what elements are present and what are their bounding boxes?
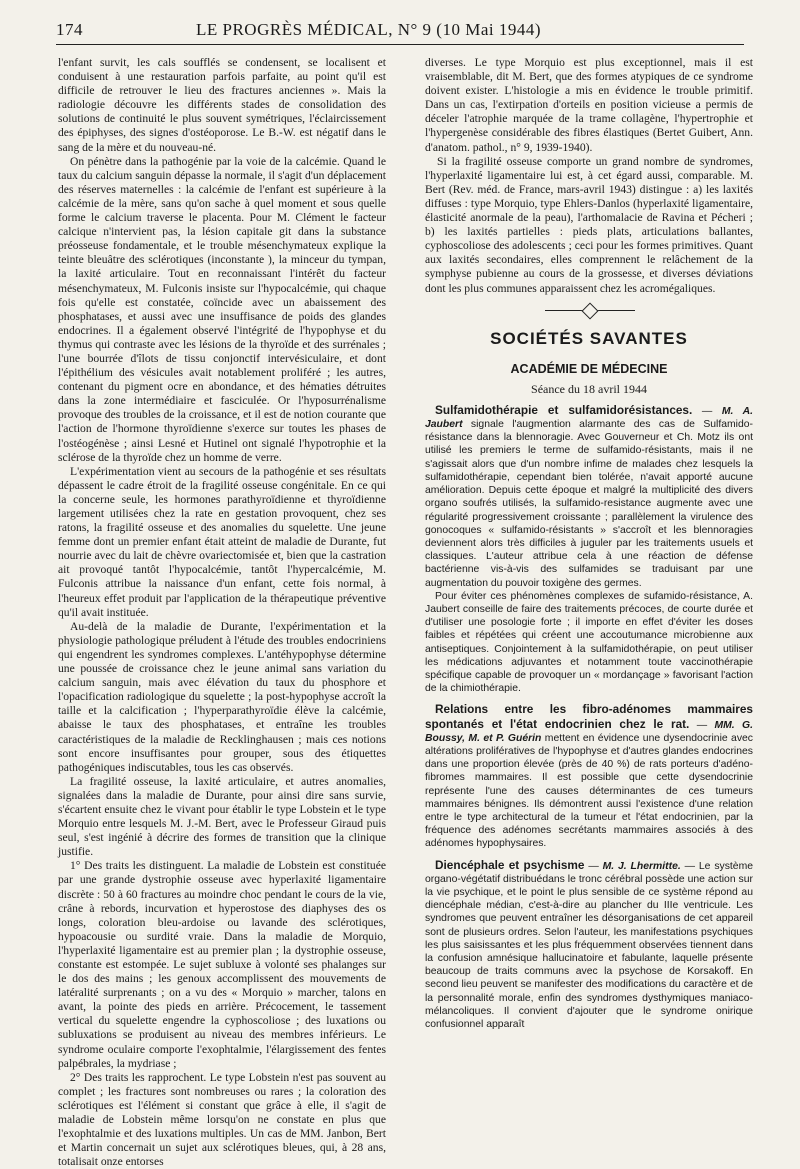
article-body: signale l'augmention alarmante des cas de Sulfamido-résistance dans la blennoragie. Avec Gouverneur et Ch. Motz ils ont utilisé les premiers le terme de sulfamido-résistants, mais il ne s'agissait alors que d'un nombre infime de malades chez lesquels la sulfamidothérapie, cependant bien tolérée, n'avait apporté aucune amélioration. Depuis cette époque et malgré la multiplicité des divers organo soufrés utilisés, la sulfamido-resistance augmente avec une régularité progressivement croissante ; parallèlement la virulence des gonocoques « sulfamido-résistants » s'accroît et les blennoragies deviennent alors très difficiles à juguler par les traitements usuels et classiques. L'auteur attribue cela à une réaction de défense bactérienne vis-à-vis des sulfamides se traduisant par une augmentation du pouvoir toxigène des germes. <box>425 419 753 589</box>
paragraph: diverses. Le type Morquio est plus exceptionnel, mais il est vraisemblable, dit M. Bert, que des formes atypiques de ce syndrome doivent exister. L'histologie a mis en évidence le trouble primitif. Dans un cas, l'extirpation d'orteils en position vicieuse a permis de déceler l'atrophie marquée de la trame collagène, l'hypertrophie et l'hypergenèse considérable des fibres élastiques (Bertet Guibert, Ann. d'anatom. pathol., n° 9, 1939-1940). <box>425 56 753 154</box>
article-authors: M. A. Jaubert <box>425 405 753 431</box>
paragraph: l'enfant survit, les cals soufflés se condensent, se localisent et conduisent à une restauration parfois parfaite, au point qu'il est difficile de retrouver le lieu des fractures anciennes ». Mais la radiologie découvre les différents stades de consolidation des solutions de continuité le plus souvent symétriques, l'éclaircissement des épiphyses, des signes d'ostéoporose. Le B.-W. est négatif dans le sang de la mère et du nouveau-né. <box>58 56 386 154</box>
article-body-extra: Pour éviter ces phénomènes complexes de sufamido-résistance, A. Jaubert conseille de faire des traitements précoces, de courte durée et d'utiliser une posologie forte ; il importe en effet d'éviter les doses faibles et répétées qui créent une accoutumance microbienne aux antiseptiques. Conjointement à la sulfamidothérapie, on peut utiliser les médications adjuvantes et notamment toute vaccinothérapie spécifique capable de provoquer un « mordançage » favorisant l'action de la chimiothérapie. <box>425 590 753 695</box>
article-title: Relations entre les fibro-adénomes mammaires spontanés et l'état endocrinien chez le rat. <box>425 702 753 731</box>
paragraph: On pénètre dans la pathogénie par la voie de la calcémie. Quand le taux du calcium sanguin dépasse la normale, il s'agit d'un déplacement des réserves maternelles : la calcémie de l'enfant est supérieure à la calcémie de la mère, sans qu'on sache à quel moment et sous quelle forme le calcium traverse le placenta. Pour M. Clément le facteur calcique n'intervient pas, la lésion capitale git dans la substance préosseuse fondamentale, et le trouble mésenchymateux explique la teinte bleuâtre des sclérotiques (inconstante ), la minceur du tympan, la laxité articulaire. Tout en reconnaissant l'intérêt du facteur mésenchymateux, M. Fulconis insiste sur l'hypocalcémie, qui chaque fois qu'elle est constatée, coïncide avec un abaissement des phosphatases, et aussi avec une insuffisance de poids des glandes endocrines. Il a également observé l'intégrité de l'hypophyse et du thymus qui contraste avec les lésions de la thyroïde et des surrénales ; l'une bourrée d'îlots de tissu conjonctif intervésiculaire, et dont l'épithélium des vésicules avait notablement proliféré ; les autres, contenant du pigment ocre en abondance, et des hématies détruites dans la zone intermédiaire et fasciculée. Or l'hyposurrénalisme provoque des troubles de la croissance, et il est de notion courante que l'action de l'hormone thyroïdienne s'exerce sur toutes les phases de l'ostéogénèse ; ainsi Lesné et Hutinel ont signalé l'hypotrophie et la sclérose de la thyroïde chez un homme de verre. <box>58 154 386 464</box>
article-authors: MM. G. Boussy, M. et P. Guérin <box>425 719 753 744</box>
article-body: mettent en évidence une dysendocrinie avec altérations prolifératives de l'hypophyse et d'autres glandes endocrines dans une proportion élevée (près de 40 %) de rats porteurs d'adéno-fibromes mammaires. Il est possible que cette dysendocrinie représente l'une des causes déterminantes de ces tumeurs mammaires bénignes. Ils démontrent aussi l'existence d'une relation entre le type architectural de la tumeur et l'état endocrinien, par la fréquence des adénomes secrétants mammaires associés à des adénomes hypophysaires. <box>425 732 754 850</box>
page-header <box>56 18 744 45</box>
page-number: 174 <box>56 20 83 39</box>
paragraph: Au-delà de la maladie de Durante, l'expérimentation et la physiologie pathologique préludent à l'étude des troubles endocriniens qui engendrent les syndromes complexes. L'antéhypophyse détermine une poussée de croissance chez le jeune animal sans variation du calcium sanguin, mais avec élévation du taux du phosphore et l'opacification radiologique du squelette ; la post-hypophyse accroît la taille et la calcification ; l'hyperparathyroïdie élève la calcémie, abaisse le taux des phosphatases, et entraîne les troubles caractéristiques de la maladie de Recklinghausen ; mais ces notions sont encore insuffisantes pour grouper, sous des étiquettes pathogéniques indiscutables, tous les cas observés. <box>58 619 386 774</box>
right-column <box>425 56 753 1064</box>
article: Relations entre les fibro-adénomes mammaires spontanés et l'état endocrinien chez le rat. — MM. G. Boussy, M. et P. Guérin mettent en évidence une dysendocrinie avec altérations prolifératives de l'hypophyse et d'autres glandes endocrines dans une proportion élevée (près de 40 %) de rats porteurs d'adéno-fibromes mammaires. Il est possible que cette dysendocrinie représente l'une des causes déterminantes de ces tumeurs mammaires bénignes. Ils démontrent aussi l'existence d'une relation entre le type architectural de la tumeur et l'état endocrinien, par la fréquence des adénomes secrétants mammaires associés à des adénomes hypophysaires. <box>425 702 754 850</box>
article: Sulfamidothérapie et sulfamidorésistances. — M. A. Jaubert signale l'augmention alarmante des cas de Sulfamido-résistance dans la blennoragie. Avec Gouverneur et Ch. Motz ils ont utilisé les premiers le terme de sulfamido-résistants, mais il ne s'agissait alors que d'un nombre infime de malades chez lesquels la sulfamidothérapie, cependant bien tolérée, n'avait apporté aucune amélioration. Depuis cette époque et malgré la multiplicité des divers organo soufrés utilisés, la sulfamido-resistance augmente avec une régularité progressivement croissante ; parallèlement la virulence des gonocoques « sulfamido-résistants » s'accroît et les blennoragies deviennent alors très difficiles à juguler par les traitements usuels et classiques. L'auteur attribue cela à une réaction de défense bactérienne vis-à-vis des sulfamides se traduisant par une augmentation du pouvoir toxigène des germes. Pour éviter ces phénomènes complexes de sufamido-résistance, A. Jaubert conseille de faire des traitements précoces, de courte durée et d'utiliser une posologie forte ; il importe en effet d'éviter les doses faibles et répétées qui créent une accoutumance microbienne aux antiseptiques. Conjointement à la sulfamidothérapie, on peut utiliser les médications adjuvantes et notamment toute vaccinothérapie spécifique capable de provoquer un « mordançage » favorisant l'action de la chimiothérapie. <box>425 402 753 695</box>
session-date: Séance du 18 avril 1944 <box>531 381 647 396</box>
section-separator <box>425 302 753 320</box>
article: Diencéphale et psychisme — M. J. Lhermitte. — Le système organo-végétatif distribuédans le tronc cérébral possède une action sur la vie psychique, et le point le plus sensible de ce système répond au diencéphale médian, c'est-à-dire au plancher du IIIe ventricule. Les syndromes que peuvent entraîner les désorganisations de cet appareil sont de plusieurs ordres. Selon l'auteur, les manifestations psychiques les plus saisissantes et les plus fréquemment observées tiennent dans la confusion amnésique hallucinatoire et fabulante, laquelle présente beaucoup de traits communs avec la psychose de Korsakoff. En second lieu peuvent se manifester des modifications du caractère et de la personnalité morale, enfin des syndromes dysthymiques maniaco-mélancoliques. Il convient d'ajouter que le syndrome onirique confusionnel apparaît <box>425 857 754 1031</box>
separator-diamond-icon <box>582 302 599 319</box>
journal-title: LE PROGRÈS MÉDICAL, N° 9 (10 Mai 1944) <box>196 20 542 39</box>
section-title: SOCIÉTÉS SAVANTES <box>490 328 688 348</box>
paragraph: Si la fragilité osseuse comporte un grand nombre de syndromes, l'hyperlaxité ligamentaire lui est, à cet égard aussi, comparable. M. Bert (Rev. méd. de France, mars-avril 1943) distingue : a) les laxités diffuses : type Morquio, type Ehlers-Danlos (hyperlaxité ligamentaire, élasticité anormale de la peau), l'arthomalacie de Ravina et Pécheri ; b) les laxités partielles : pieds plats, articulations ballantes, cyphoscoliose des adolescents ; ceci pour les formes primitives. Quant aux laxités secondaires, elles comprennent le relâchement de la symphyse pubienne au cours de la grossesse, et diverses déviations dont les plus communes apparaissent chez les acromégaliques. <box>425 154 753 295</box>
paragraph: La fragilité osseuse, la laxité articulaire, et autres anomalies, signalées dans la maladie de Durante, pour ainsi dire sans survie, s'écartent ensuite chez le vivant pour établir le type Lobstein et le type Morquio entre lesquels M. J.-M. Bert, avec le Professeur Giraud puis seul, s'est ingénié à décrire des formes de transition que la clinique justifie. <box>58 774 386 859</box>
paragraph: 1° Des traits les distinguent. La maladie de Lobstein est constituée par une grande dystrophie osseuse avec hyperlaxité ligamentaire discrète : 50 à 60 fractures au moindre choc pendant le cours de la vie, crâne à rebords, incurvation et hyperostose des diaphyses des os longs, coloration bleu-ardoise ou lavande des sclérotiques, hypoacousie ou surdité vraie. Dans la maladie de Morquio, l'hyperlaxité ligamentaire est au premier plan ; la dystrophie osseuse, constante est estompée. Le sujet subluxe à volonté ses phalanges sur le dos des mains ; les genoux accomplissent des mouvements de latéralité surprenants ; on a vu des « Morquio » marcher, talons en avant, la pointe des pieds en arrière. Précocement, le tassement vertical du squelette engendre la cyphoscoliose ; des luxations ou subluxations se produisent au niveau des membres inférieurs. Le syndrome oculaire comporte l'exophtalmie, l'élargissement des fentes palpébrales, la mydriase ; <box>58 859 386 1070</box>
left-column <box>58 56 386 1169</box>
academy-title: ACADÉMIE DE MÉDECINE <box>510 361 668 376</box>
article-authors: M. J. Lhermitte. <box>602 860 681 872</box>
article-body: Le système organo-végétatif distribuédans le tronc cérébral possède une action sur la vie psychique, et le point le plus sensible de ce système répond au diencéphale médian, c'est-à-dire au plancher du IIIe ventricule. Les syndromes que peuvent entraîner les désorganisations de cet appareil sont de plusieurs ordres. Selon l'auteur, les manifestations psychiques les plus saisissantes et les plus fréquemment observées tiennent dans la confusion amnésique hallucinatoire et fabulante, laquelle présente beaucoup de traits communs avec la psychose de Korsakoff. En second lieu peuvent se manifester des modifications du caractère et de la personnalité morale, enfin des syndromes dysthymiques maniaco-mélancoliques. Il convient d'ajouter que le syndrome onirique confusionnel apparaît <box>425 860 754 1031</box>
paragraph: L'expérimentation vient au secours de la pathogénie et ses résultats dépassent le cadre étroit de la fragilité osseuse congénitale. En ce qui la concerne seule, les hormones parathyroïdienne et thyroïdienne largement utilisées chez la rate en gestation provoquent, chez ses ratons, la fragilité osseuse et des anomalies du squelette. Une jeune femme dont un premier enfant était atteint de maladie de Durante, fut nourrie avec du lait de chèvre ovariectomisée et, bien que la castration ait provoqué tantôt l'hypocalcémie, tantôt l'hypercalcémie, M. Fulconis attribue la naissance d'un enfant, cette fois normal, à l'heureux effet produit par l'application de la thérapeutique préventive qu'il avait instituée. <box>58 464 386 619</box>
paragraph: 2° Des traits les rapprochent. Le type Lobstein n'est pas souvent au complet ; les fractures sont nombreuses ou rares ; la coloration des sclérotiques est l'élément si constant que grâce à elle, il s'agit de maladie de Lobstein même lorsqu'on ne constate en plus que l'exophtalmie et des luxations multiples. Un cas de MM. Janbon, Bert et Martin concernait un sujet aux sclérotiques bleues, qui, à 28 ans, totalisait onze entorses <box>58 1070 386 1169</box>
article-title: Diencéphale et psychisme <box>435 857 585 872</box>
article-title: Sulfamidothérapie et sulfamidorésistances. <box>435 402 693 417</box>
